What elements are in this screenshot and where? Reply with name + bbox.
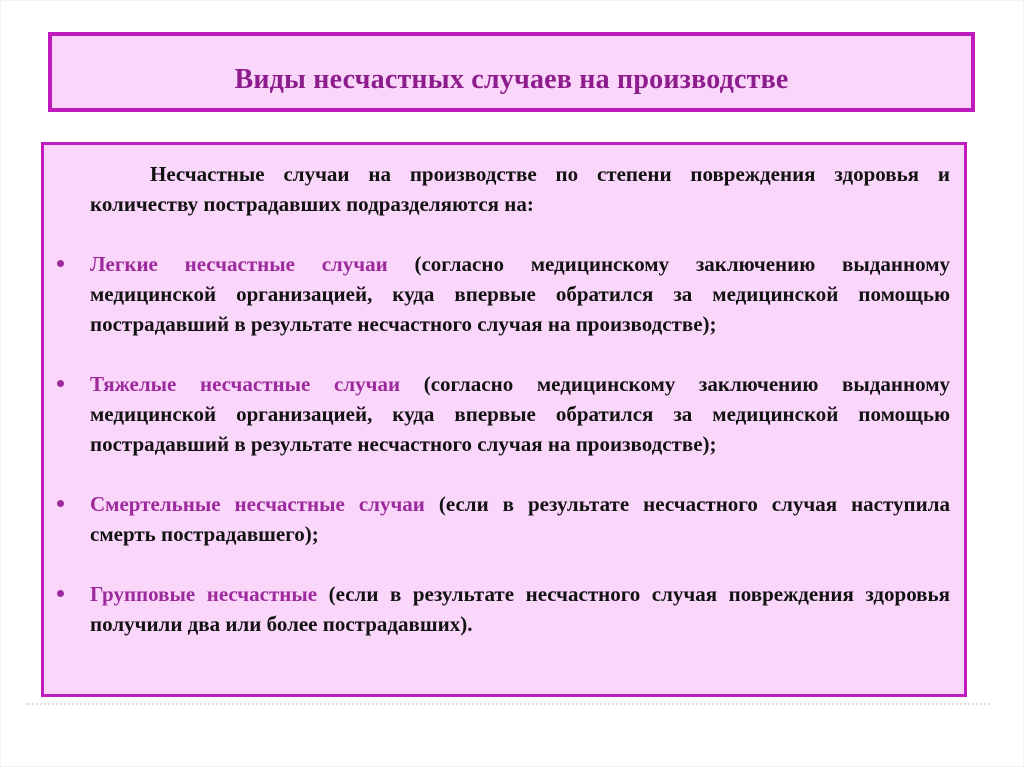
bullet-icon [57, 380, 64, 387]
list-item-lead: Легкие несчастные случаи [90, 252, 388, 276]
bullet-icon [57, 500, 64, 507]
title-box [48, 32, 975, 112]
list-item-severe-accidents [90, 369, 950, 459]
slide-title: Виды несчастных случаев на производстве [234, 64, 789, 95]
list-item-group-accidents [90, 579, 950, 639]
list-item-text: (если в результате несчастного случая повреждения здоровья получили два или более пострадавших). [90, 582, 950, 636]
list-item-light-accidents [90, 249, 950, 339]
list-item-lead: Тяжелые несчастные случаи [90, 372, 401, 396]
bullet-icon [57, 260, 64, 267]
list-item-text: (согласно медицинскому заключению выданному медицинской организацией, куда впервые обратился за медицинской помощью пострадавший в результате несчастного случая на производстве); [90, 372, 951, 456]
content-box [41, 142, 967, 697]
list-item-fatal-accidents [90, 489, 950, 549]
list-item-text: (согласно медицинскому заключению выданному медицинской организацией, куда впервые обратился за медицинской помощью пострадавший в результате несчастного случая на производстве); [90, 252, 950, 336]
list-item-text: (если в результате несчастного случая наступила смерть пострадавшего); [90, 492, 951, 546]
divider-dotted-line [25, 703, 990, 705]
intro-paragraph: Несчастные случаи на производстве по степени повреждения здоровья и количеству пострадавших подразделяются на: [90, 162, 950, 216]
list-item-lead: Групповые несчастные [90, 582, 318, 606]
accident-types-list [56, 249, 950, 639]
bullet-icon [57, 590, 64, 597]
list-item-lead: Смертельные несчастные случаи [90, 492, 425, 516]
